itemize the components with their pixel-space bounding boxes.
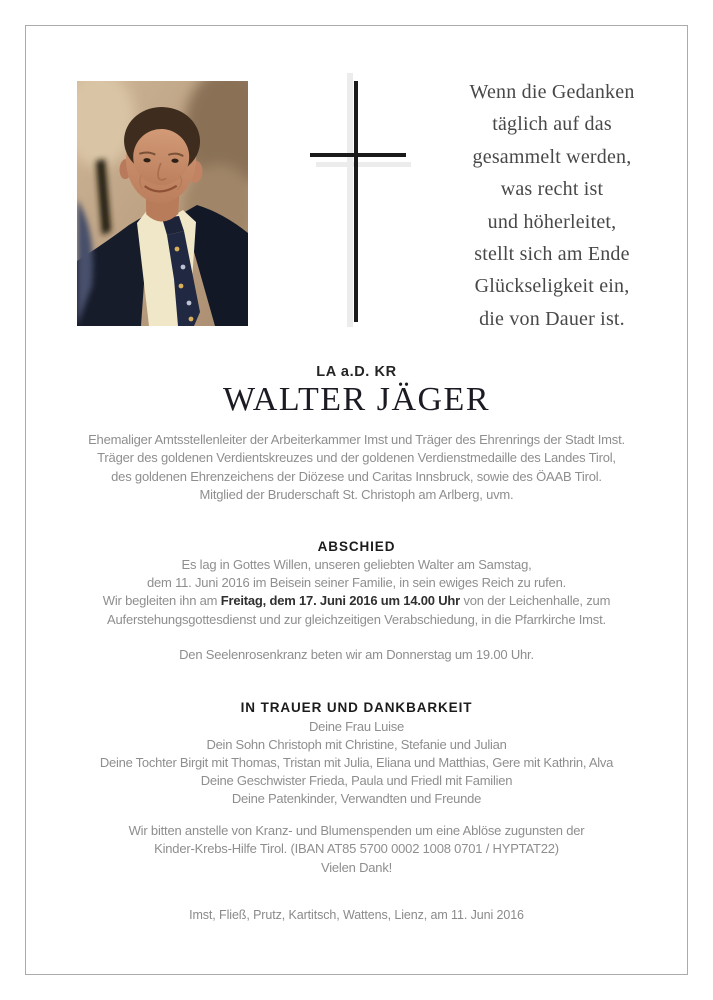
- farewell-paragraph: [30, 556, 683, 629]
- poem-line: Glückseligkeit ein,: [474, 275, 630, 298]
- poem-line: Wenn die Gedanken: [469, 81, 635, 103]
- memorial-poem: [441, 76, 663, 335]
- honors-line: des goldenen Ehrenzeichens der Diözese und Caritas Innsbruck, sowie des ÖAAB Tirol.: [111, 468, 602, 484]
- farewell-line-post: von der Leichenhalle, zum: [460, 593, 611, 609]
- farewell-line: [30, 592, 683, 610]
- donation-line: Wir bitten anstelle von Kranz- und Blumenspenden um eine Ablöse zugunsten der: [128, 823, 585, 838]
- mourner-line: Dein Sohn Christoph mit Christine, Stefanie und Julian: [206, 737, 507, 752]
- cross-shadow-vertical: [347, 73, 353, 327]
- poem-line: gesammelt werden,: [472, 145, 632, 168]
- poem-line: stellt sich am Ende: [474, 243, 630, 266]
- donation-line: Vielen Dank!: [320, 859, 393, 875]
- mourning-list: [30, 718, 683, 808]
- deceased-pre-title: LA a.D. KR: [316, 364, 397, 380]
- place-date-line: Imst, Fließ, Prutz, Kartitsch, Wattens, Lienz, am 11. Juni 2016: [189, 908, 524, 922]
- donation-line: Kinder-Krebs-Hilfe Tirol. (IBAN AT85 5700 0002 1008 0701 / HYPTAT22): [154, 841, 559, 857]
- honors-line: Mitglied der Bruderschaft St. Christoph am Arlberg, uvm.: [199, 487, 514, 503]
- farewell-line: dem 11. Juni 2016 im Beisein seiner Familie, in sein ewiges Reich zu rufen.: [146, 575, 567, 591]
- mourning-heading: IN TRAUER UND DANKBARKEIT: [240, 700, 473, 715]
- honors-line: Ehemaliger Amtsstellenleiter der Arbeiterkammer Imst und Träger des Ehrenrings der Stadt Imst.: [88, 432, 625, 447]
- mourner-line: Deine Tochter Birgit mit Thomas, Tristan mit Julia, Eliana und Matthias, Gere mit Kathrin, Alva: [99, 755, 614, 770]
- portrait-photo: [77, 81, 248, 326]
- mourner-line: Deine Frau Luise: [309, 719, 404, 734]
- donation-request: [30, 822, 683, 877]
- farewell-line: Auferstehungsgottesdienst und zur gleichzeitigen Verabschiedung, in die Pfarrkirche Imst.: [107, 611, 606, 627]
- deceased-honors: [30, 431, 683, 505]
- deceased-name: WALTER JÄGER: [222, 381, 491, 418]
- farewell-line: Es lag in Gottes Willen, unseren geliebten Walter am Samstag,: [181, 557, 532, 572]
- portrait-photo-graphic: [77, 81, 248, 326]
- poem-line: und höherleitet,: [487, 210, 617, 233]
- farewell-heading: ABSCHIED: [317, 539, 396, 554]
- honors-line: Träger des goldenen Verdientskreuzes und der goldenen Verdienstmedaille des Landes Tirol,: [97, 450, 616, 466]
- poem-line: die von Dauer ist.: [479, 307, 625, 330]
- cross-vertical: [354, 81, 358, 322]
- funeral-datetime: Freitag, dem 17. Juni 2016 um 14.00 Uhr: [220, 593, 461, 609]
- cross-horizontal: [310, 153, 406, 157]
- farewell-line-pre: Wir begleiten ihn am: [102, 593, 221, 609]
- mourner-line: Deine Patenkinder, Verwandten und Freunde: [231, 791, 482, 806]
- cross-shadow-horizontal: [316, 162, 411, 167]
- poem-line: was recht ist: [500, 178, 604, 201]
- mourner-line: Deine Geschwister Frieda, Paula und Friedl mit Familien: [200, 773, 513, 788]
- poem-line: täglich auf das: [492, 113, 612, 136]
- rosary-line: Den Seelenrosenkranz beten wir am Donnerstag um 19.00 Uhr.: [179, 647, 534, 662]
